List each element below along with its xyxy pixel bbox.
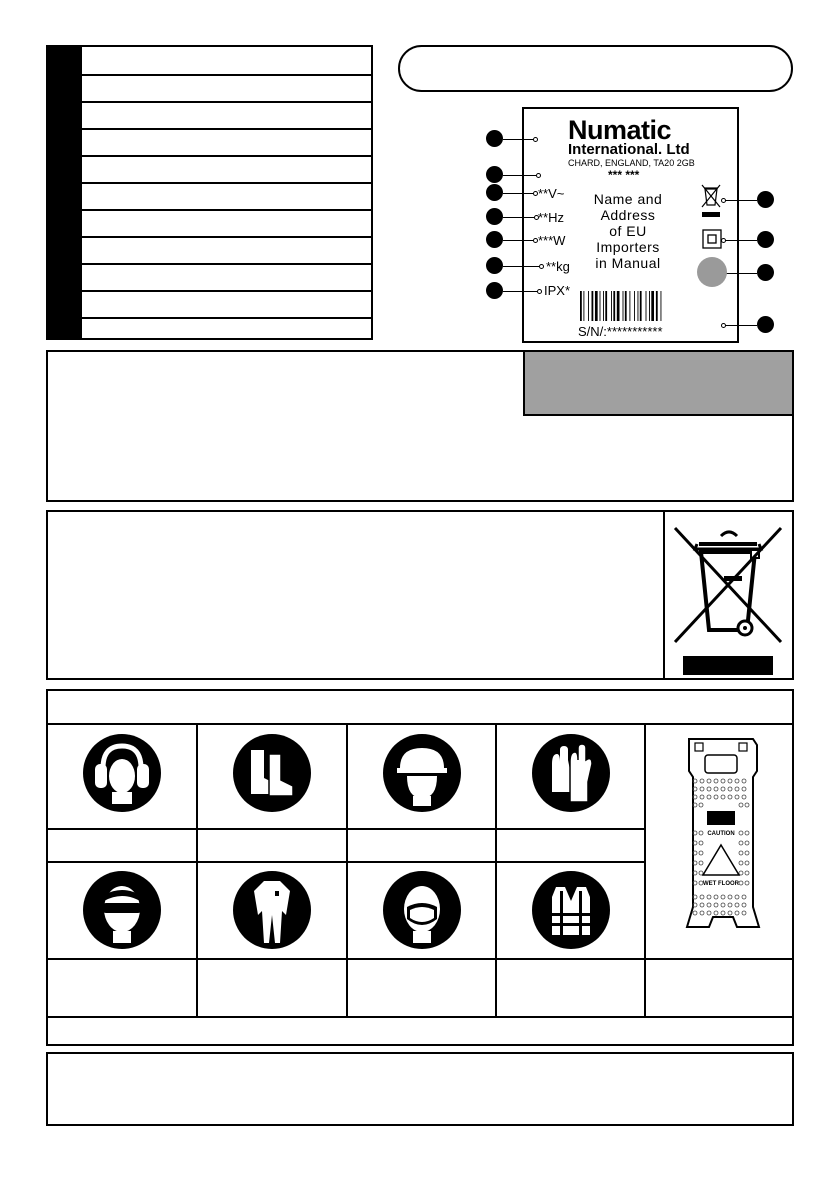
grid-line (48, 958, 794, 960)
double-insulation-icon (702, 229, 722, 249)
rating-plate (522, 107, 739, 343)
grid-line (346, 723, 348, 1016)
spec-list-table (46, 45, 373, 340)
table-row (82, 128, 371, 157)
grid-line (48, 1016, 794, 1018)
voltage-rating: **V~ (538, 186, 565, 201)
callout-marker (757, 191, 774, 208)
callout-marker (486, 184, 503, 201)
barcode-bar (600, 291, 601, 321)
hi-vis-vest-icon (532, 871, 610, 949)
barcode-bar (588, 291, 589, 321)
company-name: International. Ltd (568, 141, 690, 158)
safety-boots-icon (233, 734, 311, 812)
weight-rating: **kg (546, 259, 570, 274)
importer-line: Name and (593, 191, 663, 207)
barcode-bar (634, 291, 635, 321)
barcode-bar (583, 291, 584, 321)
grey-heading-panel (523, 350, 794, 416)
barcode-bar (603, 291, 604, 321)
importer-line: in Manual (595, 255, 661, 271)
callout-marker (486, 166, 503, 183)
info-box (46, 350, 794, 502)
importer-line: Importers (596, 239, 660, 255)
callout-marker (486, 130, 503, 147)
callout-marker (486, 231, 503, 248)
disposal-box (46, 510, 794, 680)
barcode-bar (646, 291, 647, 321)
brand-name: Numatic (568, 115, 672, 145)
importer-line: Address (600, 207, 656, 223)
barcode-bar (640, 291, 642, 321)
table-row (82, 74, 371, 103)
barcode-bar (661, 291, 662, 321)
importer-line: of EU (609, 223, 647, 239)
grid-line (495, 723, 497, 1016)
callout-marker (486, 208, 503, 225)
barcode-bar (623, 291, 624, 321)
sign-caution-text: CAUTION (707, 831, 735, 837)
barcode-bar (595, 291, 598, 321)
barcode-bar (617, 291, 620, 321)
power-rating: ***W (538, 233, 566, 248)
barcode-bar (580, 291, 582, 321)
hard-hat-icon (383, 734, 461, 812)
serial-number: S/N/:*********** (578, 324, 663, 339)
wet-floor-sign-illustration (681, 733, 761, 939)
company-address: CHARD, ENGLAND, TA20 2GB (568, 158, 695, 168)
table-row (82, 182, 371, 211)
weee-small-icon (700, 183, 722, 219)
table-row (82, 209, 371, 238)
certification-badge-icon (697, 257, 727, 287)
table-row (82, 155, 371, 184)
callout-marker (757, 264, 774, 281)
callout-marker (486, 282, 503, 299)
grid-line (48, 723, 794, 725)
ear-protection-icon (83, 734, 161, 812)
callout-marker (757, 231, 774, 248)
table-row (82, 101, 371, 130)
barcode-bar (592, 291, 594, 321)
barcode-bar (649, 291, 650, 321)
ip-rating: IPX* (544, 283, 571, 298)
barcode-bar (638, 291, 639, 321)
callout-marker (486, 257, 503, 274)
table-row (82, 236, 371, 265)
importer-notice (584, 191, 672, 271)
weee-crossed-bin-icon (671, 522, 783, 677)
sign-wet-floor-text: WET FLOOR (703, 881, 739, 887)
model-code: *** *** (608, 168, 640, 182)
barcode-bar (605, 291, 607, 321)
barcode-bar (656, 291, 658, 321)
barcode-bar (625, 291, 627, 321)
barcode-bar (651, 291, 654, 321)
barcode-bar (629, 291, 630, 321)
safety-glasses-icon (83, 871, 161, 949)
grid-line (644, 723, 646, 1016)
table-row (82, 47, 371, 76)
notice-box (46, 1052, 794, 1126)
dust-mask-icon (383, 871, 461, 949)
section-title-pill (398, 45, 793, 92)
frequency-rating: **Hz (538, 210, 565, 225)
table-row (82, 263, 371, 292)
table-row (82, 290, 371, 319)
ppe-section (46, 689, 794, 1046)
gloves-icon (532, 734, 610, 812)
overalls-icon (233, 871, 311, 949)
grid-line (196, 723, 198, 1016)
barcode-bar (611, 291, 612, 321)
divider (663, 512, 665, 678)
table-index-stripe (48, 47, 82, 338)
barcode (580, 291, 684, 321)
barcode-bar (613, 291, 615, 321)
callout-marker (757, 316, 774, 333)
